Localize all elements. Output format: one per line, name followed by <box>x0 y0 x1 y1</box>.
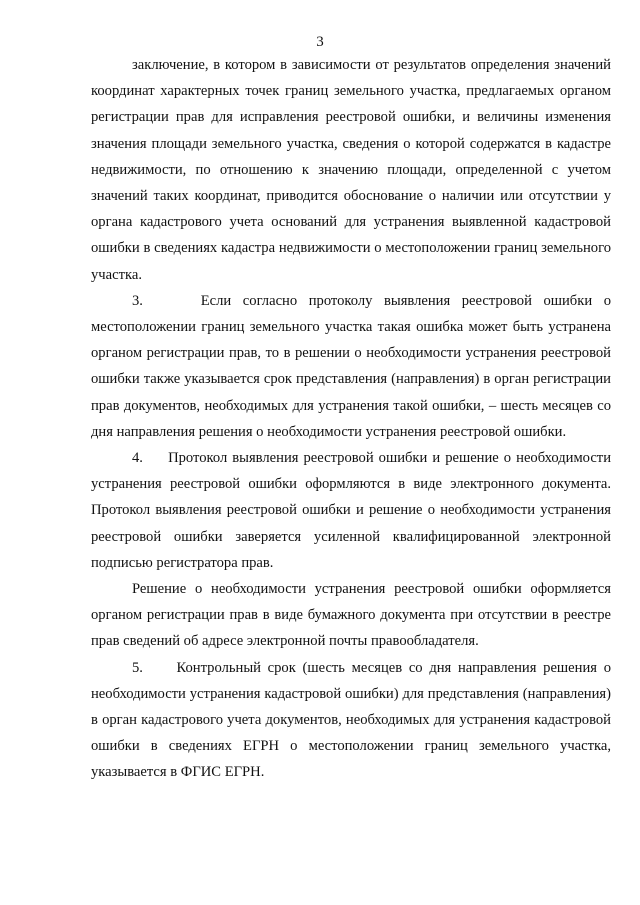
paragraph-item-5: 5. Контрольный срок (шесть месяцев со дня направления решения о необходимости устранения кадастровой ошибки) для представления (направления) в орган кадастрового учета документов, необходимых для устранения кадастровой ошибки в сведениях ЕГРН о местоположении границ земельного участка, указывается в ФГИС ЕГРН. <box>91 659 611 781</box>
paragraph-continuation: заключение, в котором в зависимости от результатов определения значений координат характерных точек границ земельного участка, предлагаемых органом регистрации прав для исправления реестровой ошибки, и величины изменения значения площади земельного участка, сведения о которой содержатся в кадастре недвижимости, по отношению к значению площади, определенной с учетом значений таких координат, приводится обоснование о наличии или отсутствии у органа кадастрового учета оснований для устранения выявленной кадастровой ошибки в сведениях кадастра недвижимости о местоположении границ земельного участка. <box>91 57 611 283</box>
paragraph-item-3: 3. Если согласно протоколу выявления реестровой ошибки о местоположении границ земельного участка такая ошибка может быть устранена органом регистрации прав, то в решении о необходимости устранения реестровой ошибки также указывается срок представления (направления) в орган регистрации прав документов, необходимых для устранения такой ошибки, – шесть месяцев со дня направления решения о необходимости устранения реестровой ошибки. <box>91 292 611 440</box>
paragraph-item-4: 4. Протокол выявления реестровой ошибки и решение о необходимости устранения реестровой ошибки оформляются в виде электронного документа. Протокол выявления реестровой ошибки и решение о необходимости устранения реестровой ошибки заверяется усиленной квалифицированной электронной подписью регистратора прав. <box>91 450 611 571</box>
document-body <box>91 52 611 786</box>
page-number: 3 <box>316 34 324 50</box>
paragraph-paper-decision: Решение о необходимости устранения реестровой ошибки оформляется органом регистрации прав в виде бумажного документа при отсутствии в реестре прав сведений об адресе электронной почты правообладателя. <box>91 581 611 650</box>
